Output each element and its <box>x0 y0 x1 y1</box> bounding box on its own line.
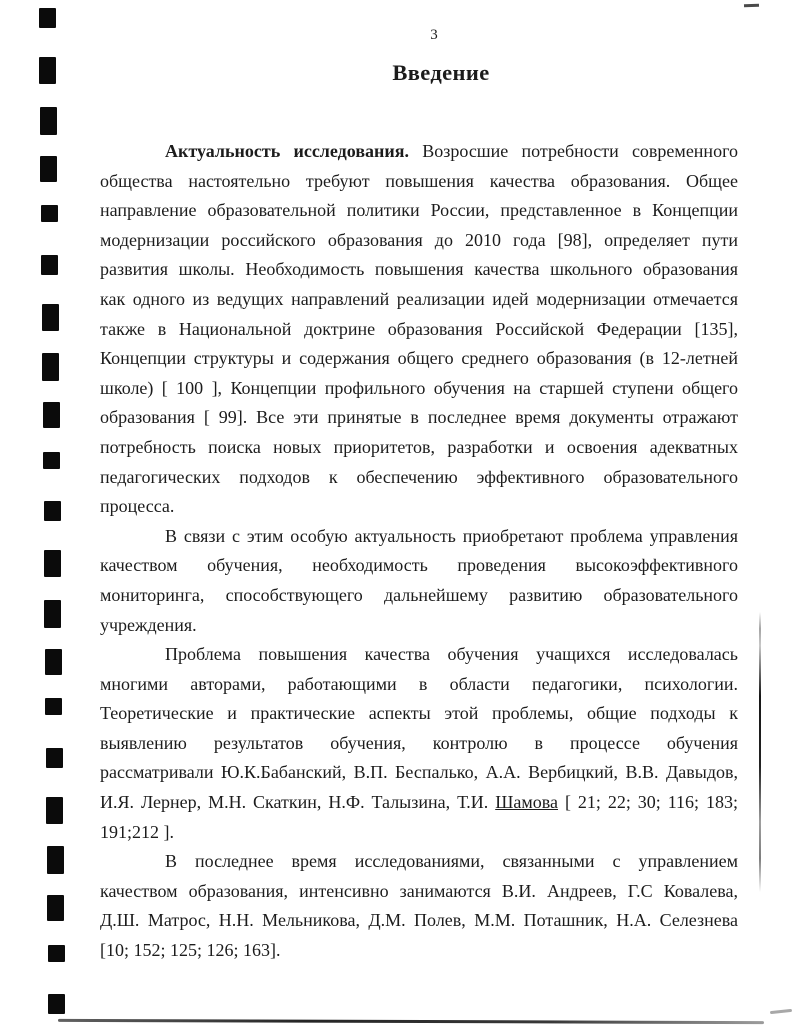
text-line <box>100 611 738 641</box>
text-segment: направление образовательной политики России, представленное в Концепции <box>100 200 738 221</box>
text-line <box>100 788 738 818</box>
text-segment: учреждения. <box>100 614 197 635</box>
text-segment: развития школы. Необходимость повышения качества школьного образования <box>100 259 738 280</box>
binding-hole-mark <box>44 600 61 628</box>
binding-hole-mark <box>43 452 60 469</box>
text-segment: образования [ 99]. Все эти принятые в последнее время документы отражают <box>100 407 738 428</box>
binding-hole-mark <box>41 205 58 222</box>
text-line <box>100 167 738 197</box>
text-segment: как одного из ведущих направлений реализации идей модернизации отмечается <box>100 288 738 309</box>
binding-hole-mark <box>39 8 56 28</box>
text-line <box>100 137 738 167</box>
paragraph <box>100 847 738 965</box>
text-segment: В связи с этим особую актуальность приобретают проблема управления <box>165 525 738 546</box>
text-line <box>100 492 738 522</box>
page-number: 3 <box>430 27 438 43</box>
binding-hole-mark <box>40 156 57 182</box>
text-segment: Шамова <box>495 792 559 813</box>
text-segment: потребность поиска новых приоритетов, разработки и освоения адекватных <box>100 436 738 457</box>
text-line <box>100 847 738 877</box>
binding-hole-mark <box>44 501 61 521</box>
text-segment: модернизации российского образования до 2010 года [98], определяет пути <box>100 229 738 250</box>
text-line <box>100 344 738 374</box>
text-segment: процесса. <box>100 496 175 517</box>
text-line <box>100 403 738 433</box>
text-line <box>100 433 738 463</box>
binding-hole-mark <box>45 698 62 715</box>
text-body <box>100 137 738 966</box>
text-segment: многими авторами, работающими в области педагогики, психологии. <box>100 673 738 694</box>
text-line <box>100 640 738 670</box>
binding-hole-mark <box>40 107 57 135</box>
binding-hole-mark <box>47 895 64 921</box>
text-segment: Концепции структуры и содержания общего среднего образования (в 12-летней <box>100 348 738 369</box>
text-segment: рассматривали Ю.К.Бабанский, В.П. Беспалько, А.А. Вербицкий, В.В. Давыдов, <box>100 762 738 783</box>
binding-hole-mark <box>48 945 65 962</box>
text-line <box>100 315 738 345</box>
text-line <box>100 729 738 759</box>
text-segment: качеством образования, интенсивно занимаются В.И. Андреев, Г.С Ковалева, <box>100 880 738 901</box>
text-segment: В последнее время исследованиями, связанными с управлением <box>165 851 738 872</box>
paragraph <box>100 522 738 640</box>
text-segment: выявлению результатов обучения, контролю в процессе обучения <box>100 732 738 753</box>
text-segment: школе) [ 100 ], Концепции профильного обучения на старшей ступени общего <box>100 377 738 398</box>
text-segment: [10; 152; 125; 126; 163]. <box>100 940 281 961</box>
scan-artifact-top-dash <box>744 4 759 8</box>
text-line <box>100 285 738 315</box>
text-line <box>100 226 738 256</box>
text-segment: И.Я. Лернер, М.Н. Скаткин, Н.Ф. Талызина, Т.И. <box>100 792 496 813</box>
page-title: Введение <box>392 60 490 85</box>
text-line <box>100 463 738 493</box>
text-segment: 191;212 ]. <box>100 821 174 842</box>
text-line <box>100 196 738 226</box>
text-line <box>100 877 738 907</box>
text-segment: Проблема повышения качества обучения учащихся исследовалась <box>165 644 738 665</box>
text-line <box>100 758 738 788</box>
binding-hole-mark <box>43 402 60 428</box>
binding-hole-mark <box>48 994 65 1014</box>
text-segment: педагогических подходов к обеспечению эффективного образовательного <box>100 466 738 487</box>
text-line <box>100 818 738 848</box>
binding-hole-mark <box>46 748 63 768</box>
text-line <box>100 522 738 552</box>
text-line <box>100 581 738 611</box>
paragraph <box>100 640 738 847</box>
text-line <box>100 374 738 404</box>
text-segment: Теоретические и практические аспекты этой проблемы, общие подходы к <box>100 703 738 724</box>
text-segment: качеством обучения, необходимость проведения высокоэффективного <box>100 555 738 576</box>
text-segment: общества настоятельно требуют повышения качества образования. Общее <box>100 170 738 191</box>
binding-hole-mark <box>39 57 56 84</box>
binding-hole-mark <box>44 550 61 577</box>
binding-hole-mark <box>41 255 58 275</box>
text-segment: [ 21; 22; 30; 116; 183; <box>558 792 738 813</box>
paragraph <box>100 137 738 522</box>
text-line <box>100 551 738 581</box>
text-line <box>100 936 738 966</box>
text-segment: Возросшие потребности современного <box>409 141 738 161</box>
text-line <box>100 255 738 285</box>
text-segment: Актуальность исследования. <box>165 141 410 161</box>
binding-hole-mark <box>42 353 59 381</box>
binding-hole-mark <box>42 304 59 331</box>
text-line <box>100 906 738 936</box>
text-segment: мониторинга, способствующего дальнейшему развитию образовательного <box>100 584 738 605</box>
binding-hole-mark <box>46 797 63 824</box>
binding-hole-mark <box>45 649 62 675</box>
text-line <box>100 670 738 700</box>
scan-artifact-bottom-smudge <box>770 1009 792 1014</box>
text-line <box>100 699 738 729</box>
scan-artifact-bottom-line <box>58 1019 764 1024</box>
text-segment: также в Национальной доктрине образования Российской Федерации [135], <box>100 318 738 339</box>
binding-hole-mark <box>47 846 64 874</box>
text-segment: Д.Ш. Матрос, Н.Н. Мельникова, Д.М. Полев, М.М. Поташник, Н.А. Селезнева <box>100 910 738 931</box>
scan-artifact-right-scratch <box>759 612 761 892</box>
